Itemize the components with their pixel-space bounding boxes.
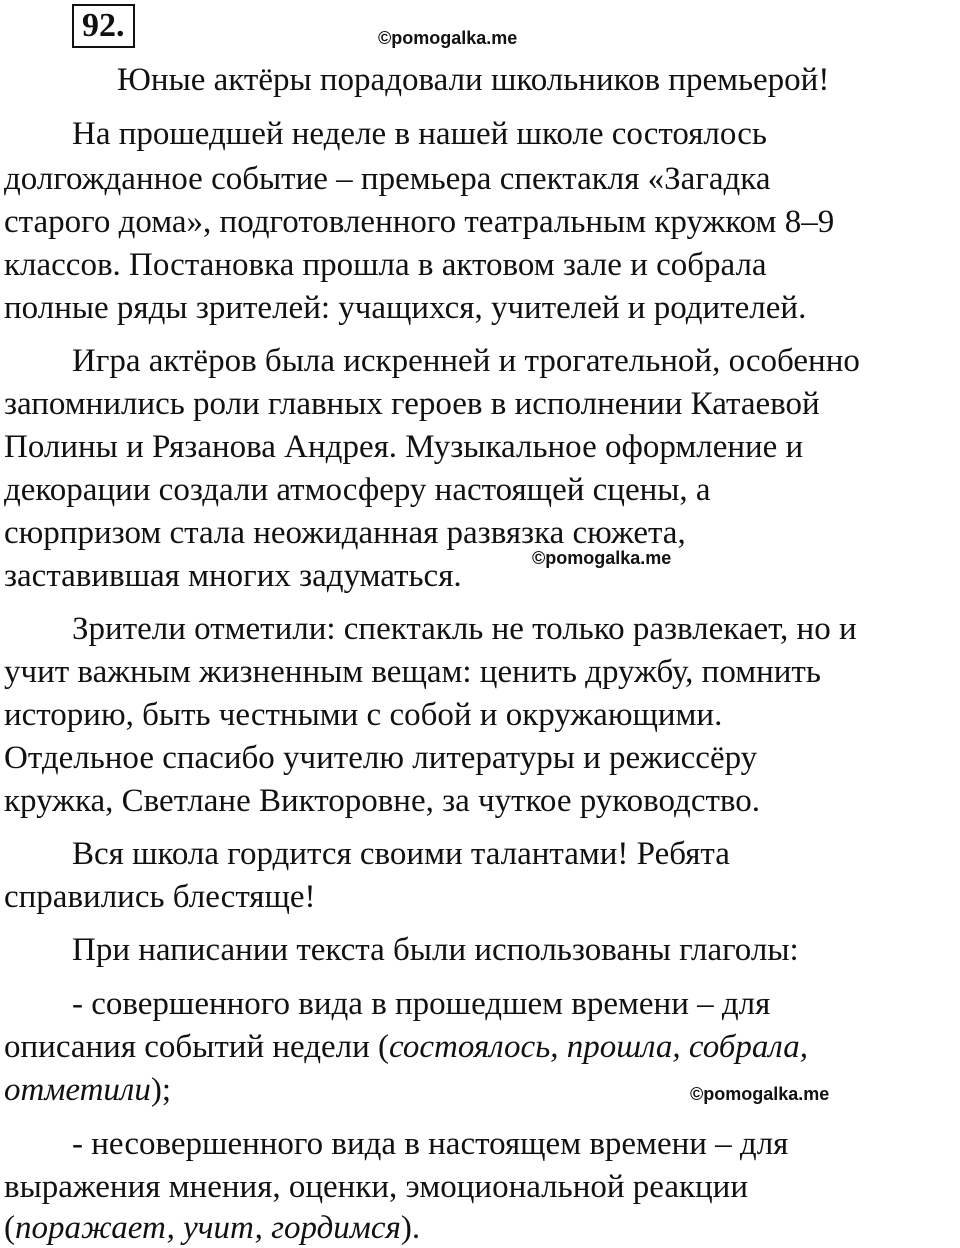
paragraph-line: классов. Постановка прошла в актовом зале и собрала — [4, 247, 767, 283]
paragraph-line: Полины и Рязанова Андрея. Музыкальное оформление и — [4, 429, 804, 465]
verb-examples-italic: поражает, учит, гордимся — [15, 1210, 401, 1246]
verb-examples-italic: состоялось, прошла, собрала, — [389, 1029, 808, 1065]
paragraph-text: ). — [400, 1210, 421, 1246]
paragraph-line: Игра актёров была искренней и трогательной, особенно — [72, 343, 860, 379]
paragraph-line: справились блестяще! — [4, 879, 316, 915]
watermark: ©pomogalka.me — [378, 28, 518, 48]
paragraph-line: учит важным жизненным вещам: ценить дружбу, помнить — [4, 654, 821, 690]
paragraph-line: сюрпризом стала неожиданная развязка сюжета, — [4, 515, 686, 551]
paragraph-line: Отдельное спасибо учителю литературы и режиссёру — [4, 740, 758, 776]
paragraph-line: кружка, Светлане Викторовне, за чуткое руководство. — [4, 783, 761, 819]
paragraph-line: Вся школа гордится своими талантами! Ребята — [72, 836, 730, 872]
paragraph-line — [4, 1070, 171, 1110]
paragraph-line: историю, быть честными с собой и окружающими. — [4, 697, 723, 733]
verb-examples-italic: отметили — [4, 1072, 151, 1108]
paragraph-line: Зрители отметили: спектакль не только развлекает, но и — [72, 611, 857, 647]
paragraph-line: старого дома», подготовленного театральным кружком 8–9 — [4, 204, 835, 240]
paragraph-line — [4, 1208, 420, 1248]
paragraph-line: запомнились роли главных героев в исполнении Катаевой — [4, 386, 820, 422]
paragraph-text: описания событий недели ( — [4, 1029, 390, 1065]
paragraph-line: - совершенного вида в прошедшем времени – для — [72, 986, 771, 1022]
article-title: Юные актёры порадовали школьников премьерой! — [117, 62, 830, 98]
paragraph-line: заставившая многих задуматься. — [4, 558, 462, 594]
paragraph-line: полные ряды зрителей: учащихся, учителей и родителей. — [4, 290, 807, 326]
task-number: 92. — [72, 4, 135, 48]
paragraph-text: ); — [150, 1072, 171, 1108]
paragraph-line: - несовершенного вида в настоящем времени – для — [72, 1126, 789, 1162]
paragraph-line: При написании текста были использованы глаголы: — [72, 932, 799, 968]
paragraph-line: На прошедшей неделе в нашей школе состоялось — [72, 116, 767, 152]
paragraph-line: декорации создали атмосферу настоящей сцены, а — [4, 472, 711, 508]
paragraph-line — [4, 1027, 808, 1067]
paragraph-line: долгожданное событие – премьера спектакля «Загадка — [4, 161, 771, 197]
paragraph-line: выражения мнения, оценки, эмоциональной реакции — [4, 1169, 748, 1205]
paragraph-text: ( — [4, 1210, 15, 1246]
watermark: ©pomogalka.me — [532, 548, 672, 568]
watermark: ©pomogalka.me — [690, 1084, 830, 1104]
